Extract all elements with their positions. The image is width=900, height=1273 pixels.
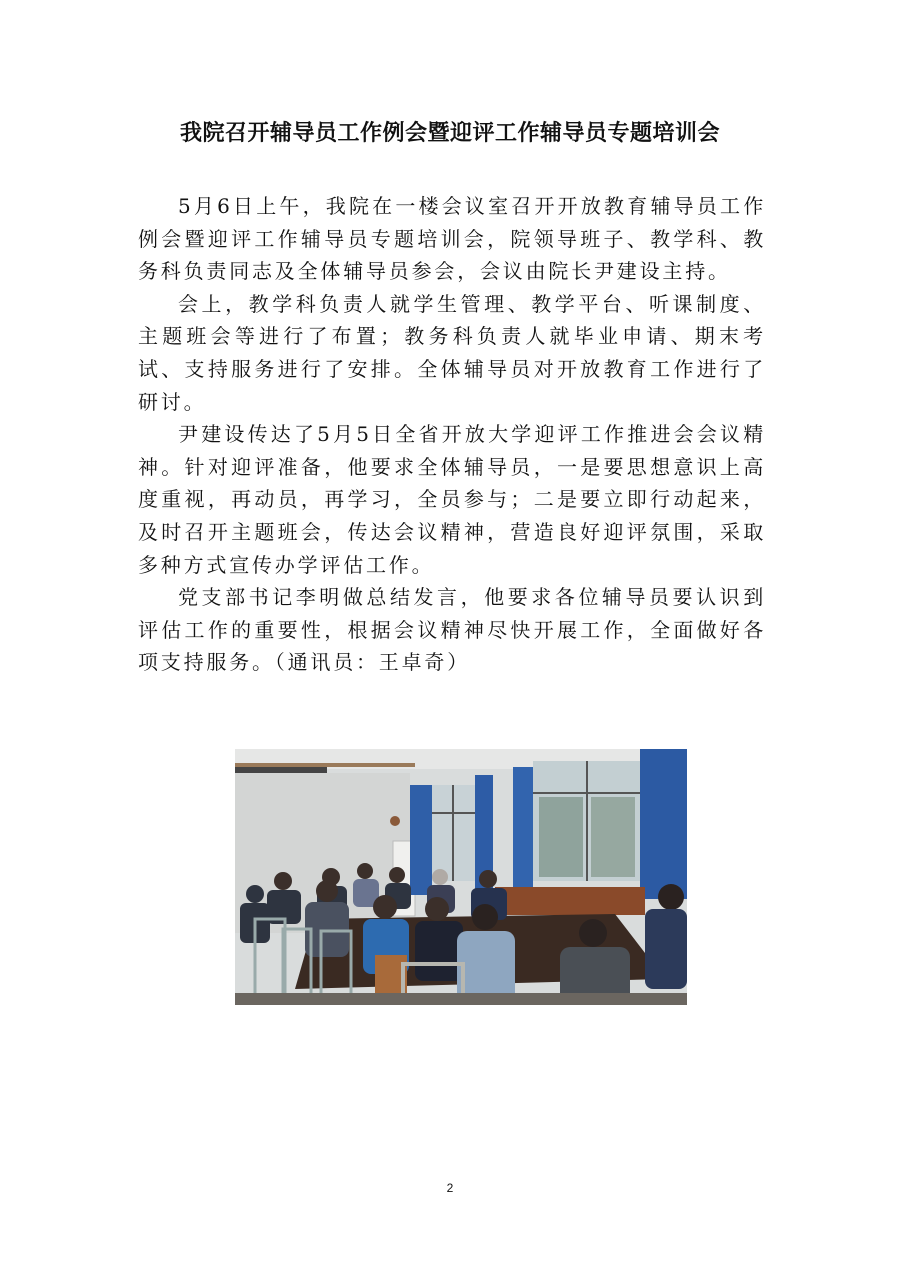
meeting-photo — [235, 749, 687, 1005]
article-title: 我院召开辅导员工作例会暨迎评工作辅导员专题培训会 — [179, 120, 720, 146]
paragraph-1: 5月6日上午，我院在一楼会议室召开开放教育辅导员工作例会暨迎评工作辅导员专题培训会，院领导班子、教学科、教务科负责同志及全体辅导员参会，会议由院长尹建设主持。 — [138, 194, 766, 284]
article-body — [138, 190, 766, 679]
paragraph-2: 会上，教学科负责人就学生管理、教学平台、听课制度、主题班会等进行了布置；教务科负责人就毕业申请、期末考试、支持服务进行了安排。全体辅导员对开放教育工作进行了研讨。 — [138, 291, 766, 414]
page-number: 2 — [446, 1181, 454, 1195]
paragraph-3: 尹建设传达了5月5日全省开放大学迎评工作推进会会议精神。针对迎评准备，他要求全体辅导员，一是要思想意识上高度重视，再动员，再学习，全员参与；二是要立即行动起来，及时召开主题班会，传达会议精神，营造良好迎评氛围，采取多种方式宣传办学评估工作。 — [138, 422, 766, 577]
paragraph-4: 党支部书记李明做总结发言，他要求各位辅导员要认识到评估工作的重要性，根据会议精神尽快开展工作，全面做好各项支持服务。（通讯员：王卓奇） — [138, 585, 766, 675]
